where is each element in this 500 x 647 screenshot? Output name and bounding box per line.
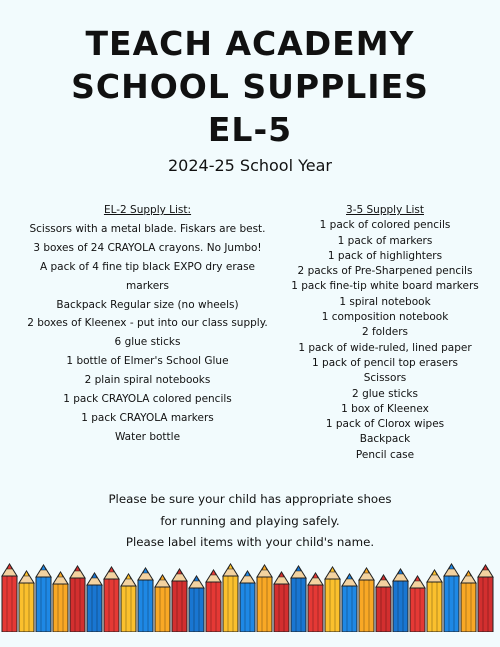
pencil-icon [206, 570, 221, 632]
pencil-icon [478, 565, 493, 632]
list-item: Backpack [359, 433, 411, 446]
footer-line-label: Please label items with your child's name. [125, 535, 375, 549]
list-item: Water bottle [114, 430, 181, 443]
title-line-3: EL-5 [207, 110, 293, 149]
pencil-icon [138, 568, 153, 632]
pencil-icon [257, 565, 272, 632]
pencil-icon [19, 571, 34, 632]
school-year: 2024-25 School Year [167, 156, 332, 175]
pencil-icon [308, 573, 323, 632]
list-item: Pencil case [355, 448, 415, 461]
list-item: markers [126, 279, 169, 292]
list-item: 1 box of Kleenex [341, 402, 429, 415]
grade3-5-list-heading: 3-5 Supply List [346, 204, 424, 216]
list-item: 2 plain spiral notebooks [84, 374, 211, 387]
list-item: 1 pack of wide-ruled, lined paper [298, 341, 472, 354]
list-item: Backpack Regular size (no wheels) [56, 298, 239, 311]
pencil-icon [427, 570, 442, 632]
pencil-icon [223, 564, 238, 632]
grade3-5-supply-list [275, 203, 495, 463]
pencil-icon [104, 567, 119, 632]
pencil-icon [291, 566, 306, 632]
footer-line-running: for running and playing safely. [160, 513, 340, 528]
list-item: 2 folders [362, 326, 408, 339]
list-item: 1 pack of highlighters [327, 249, 443, 262]
pencil-icon [155, 575, 170, 632]
list-item: 1 pack of markers [337, 234, 433, 247]
list-item: 1 pack CRAYOLA markers [81, 411, 214, 424]
pencil-icon [274, 572, 289, 632]
pencil-icon [87, 573, 102, 632]
list-item: 1 pack fine-tip white board markers [291, 280, 479, 293]
list-item: 1 spiral notebook [339, 295, 431, 308]
title-line-1: TEACH ACADEMY [85, 24, 415, 63]
title-block [0, 22, 500, 151]
title-line-2: SCHOOL SUPPLIES [71, 67, 429, 106]
list-item: 1 pack of colored pencils [319, 219, 451, 232]
list-item: 6 glue sticks [114, 336, 181, 349]
list-item: 2 boxes of Kleenex - put into our class supply. [27, 317, 268, 330]
list-item: 2 glue sticks [352, 387, 418, 400]
pencil-icon [53, 572, 68, 632]
pencil-icon [325, 567, 340, 632]
list-item: A pack of 4 fine tip black EXPO dry erase [39, 260, 256, 273]
list-item: 2 packs of Pre-Sharpened pencils [297, 265, 473, 278]
el2-list-heading: EL-2 Supply List: [103, 204, 192, 216]
pencil-icon [189, 576, 204, 632]
footer-line-shoes: Please be sure your child has appropriate shoes [108, 492, 392, 506]
pencil-icon [2, 564, 17, 632]
list-item: Scissors with a metal blade. Fiskars are best. [29, 222, 266, 235]
pencil-icon [342, 574, 357, 632]
list-item: 1 pack of pencil top erasers [312, 356, 458, 369]
pencil-icon [444, 564, 459, 632]
footer-note [0, 489, 500, 554]
list-item: Scissors [363, 372, 407, 385]
pencil-icon [172, 569, 187, 632]
list-item: 1 pack CRAYOLA colored pencils [63, 393, 232, 406]
colored-pencils-border-icon [0, 560, 500, 632]
pencil-icon [461, 571, 476, 632]
pencil-icon [240, 571, 255, 632]
pencil-icon [36, 565, 51, 632]
pencil-icon [121, 574, 136, 632]
list-item: 1 composition notebook [321, 311, 449, 324]
pencil-icon [359, 568, 374, 632]
el2-supply-list [20, 201, 275, 447]
pencil-icon [393, 569, 408, 632]
pencil-icon [410, 576, 425, 632]
list-item: 1 bottle of Elmer's School Glue [66, 355, 229, 368]
list-item: 3 boxes of 24 CRAYOLA crayons. No Jumbo! [33, 241, 262, 254]
pencil-icon [70, 566, 85, 632]
pencil-icon [376, 575, 391, 632]
list-item: 1 pack of Clorox wipes [325, 418, 445, 431]
